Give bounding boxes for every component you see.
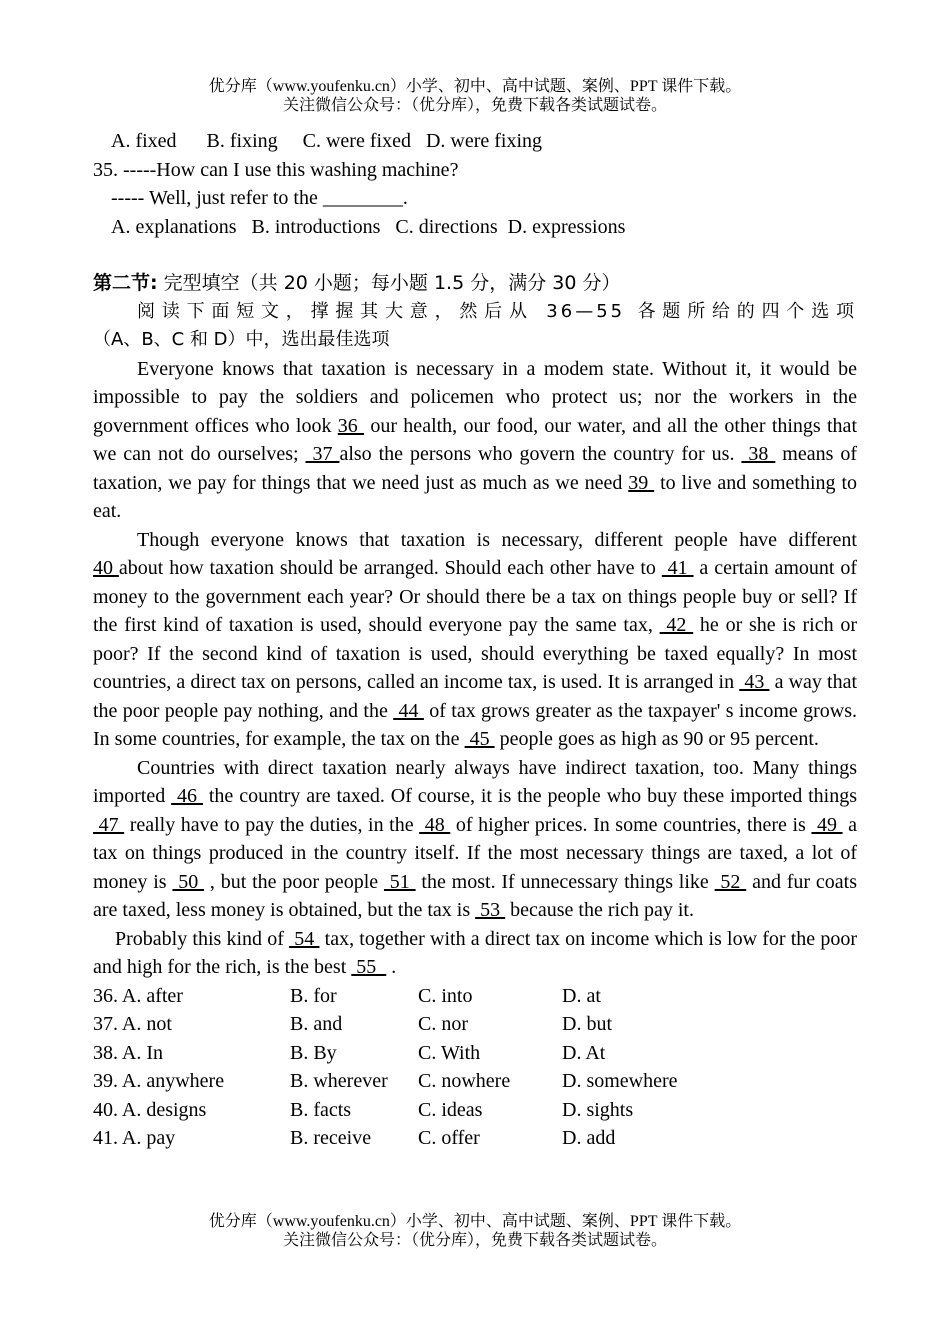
passage-text: also the persons who govern the country for us. xyxy=(339,443,742,465)
passage-text: Though everyone knows that taxation is necessary, different people have different xyxy=(137,528,857,551)
blank-number: 55 xyxy=(351,956,387,978)
blank-number: 36 xyxy=(337,414,365,437)
question-row xyxy=(93,1010,857,1039)
option-b: B. By xyxy=(290,1041,337,1064)
option-d: D. at xyxy=(562,984,601,1007)
passage-paragraph-4 xyxy=(93,925,857,982)
passage-paragraph-1 xyxy=(93,355,857,526)
passage-text: the most. If unnecessary things like xyxy=(415,870,715,893)
passage-text: he or she is rich or poor? If the second kind of taxation is used, should everything be taxed equally? In most countries, a direct tax on persons, called an income tax, is used. It is arranged in xyxy=(93,614,858,693)
option-b: B. facts xyxy=(290,1098,352,1121)
option-a: 41. A. pay xyxy=(93,1127,176,1149)
option-c: C. into xyxy=(418,984,473,1007)
question-row xyxy=(93,982,857,1011)
passage-text: the country are taxed. Of course, it is the people who buy these imported things xyxy=(202,785,858,807)
passage-text: . xyxy=(386,956,397,978)
passage-text: of higher prices. In some countries, there is xyxy=(450,813,812,836)
banner-line-1: 优分库（www.youfenku.cn）小学、初中、高中试题、案例、PPT 课件下载。 xyxy=(208,78,742,95)
passage-text: a tax on things produced in the country itself. If the most necessary things are taxed, a lot of money is xyxy=(93,813,857,893)
blank-number: 38 xyxy=(741,443,776,465)
footer-banner xyxy=(0,1212,950,1250)
blank-number: 53 xyxy=(475,899,506,921)
option-a: 39. A. anywhere xyxy=(93,1070,225,1092)
section-instruction-line2: （A、B、C 和 D）中，选出最佳选项 xyxy=(93,329,390,350)
option-d: D. but xyxy=(562,1013,612,1035)
section-instruction-line1: 阅读下面短文，撑握其大意，然后从 36—55 各题所给的四个选项 xyxy=(137,300,857,322)
blank-number: 45 xyxy=(464,728,495,750)
passage-text: means of taxation, we pay for things that we need just as much as we need xyxy=(93,443,858,494)
blank-number: 39 xyxy=(628,471,655,494)
banner-line-2: 关注微信公众号：（优分库），免费下载各类试题试卷。 xyxy=(282,1232,667,1249)
passage-text: tax, together with a direct tax on income which is low for the poor and high for the rich, is the best xyxy=(93,927,857,978)
passage-paragraph-3 xyxy=(93,754,857,925)
option-a: 38. A. In xyxy=(93,1041,163,1064)
q35-options: A. explanations B. introductions C. directions D. expressions xyxy=(111,215,626,238)
passage-text: of tax grows greater as the taxpayer' s income grows. In some countries, for example, the tax on the xyxy=(93,699,858,750)
option-d: D. somewhere xyxy=(562,1070,678,1092)
passage-text: really have to pay the duties, in the xyxy=(124,813,420,836)
banner-line-1: 优分库（www.youfenku.cn）小学、初中、高中试题、案例、PPT 课件下载。 xyxy=(208,1213,742,1230)
passage-text: about how taxation should be arranged. Should each other have to xyxy=(118,557,662,579)
option-d: D. At xyxy=(562,1041,606,1064)
blank-number: 48 xyxy=(419,813,451,836)
blank-number: 37 xyxy=(305,443,340,465)
blank-number: 54 xyxy=(289,927,320,950)
passage-text: , but the poor people xyxy=(204,870,384,893)
option-b: B. and xyxy=(290,1013,343,1035)
passage-text: our health, our food, our water, and all the other things that we can not do ourselves; xyxy=(93,414,857,465)
option-d: D. sights xyxy=(562,1098,634,1121)
q35-reply: ----- Well, just refer to the ________. xyxy=(111,187,408,209)
blank-number: 47 xyxy=(93,813,125,836)
option-b: B. for xyxy=(290,984,337,1007)
blank-number: 50 xyxy=(172,870,205,893)
passage-text: a way that the poor people pay nothing, and the xyxy=(93,671,858,722)
q35-question: 35. -----How can I use this washing machine? xyxy=(93,158,459,181)
option-c: C. With xyxy=(418,1041,481,1064)
question-row xyxy=(93,1124,857,1153)
blank-number: 43 xyxy=(739,671,770,693)
passage-text: Countries with direct taxation nearly always have indirect taxation, too. Many things imported xyxy=(93,756,857,807)
question-row xyxy=(93,1096,857,1125)
passage-text: a certain amount of money to the government each year? Or should there be a tax on things people buy or sell? If the first kind of taxation is used, should everyone pay the same tax, xyxy=(93,557,858,636)
blank-number: 40 xyxy=(93,557,119,579)
option-c: C. ideas xyxy=(418,1098,483,1121)
option-c: C. nor xyxy=(418,1013,468,1035)
blank-number: 49 xyxy=(811,813,843,836)
blank-number: 46 xyxy=(171,785,203,807)
blank-number: 41 xyxy=(661,557,694,579)
option-c: C. offer xyxy=(418,1127,480,1149)
option-c: C. nowhere xyxy=(418,1070,511,1092)
blank-number: 42 xyxy=(659,614,694,636)
section-title xyxy=(93,269,857,298)
section-title-label: 第二节: xyxy=(93,272,158,294)
banner-line-2: 关注微信公众号：（优分库），免费下载各类试题试卷。 xyxy=(282,97,667,114)
passage-text: Everyone knows that taxation is necessary in a modem state. Without it, it would be impossible to pay the soldiers and policemen who protect us; nor the workers in the government offices who look xyxy=(93,357,857,437)
answer-options xyxy=(93,982,857,1153)
passage-text: people goes as high as 90 or 95 percent. xyxy=(494,728,819,750)
passage-text: to live and something to eat. xyxy=(93,471,857,522)
q34-options: A. fixed B. fixing C. were fixed D. were fixing xyxy=(111,130,543,152)
option-b: B. receive xyxy=(290,1127,372,1149)
option-a: 37. A. not xyxy=(93,1013,172,1035)
question-row xyxy=(93,1067,857,1096)
passage-text: because the rich pay it. xyxy=(505,899,694,921)
option-a: 40. A. designs xyxy=(93,1098,207,1121)
option-a: 36. A. after xyxy=(93,984,183,1007)
blank-number: 51 xyxy=(383,870,416,893)
blank-number: 44 xyxy=(393,699,424,722)
header-banner xyxy=(0,77,950,115)
option-b: B. wherever xyxy=(290,1070,388,1092)
passage-text: Probably this kind of xyxy=(115,927,290,950)
option-d: D. add xyxy=(562,1127,616,1149)
passage-text: and fur coats are taxed, less money is obtained, but the tax is xyxy=(93,870,858,921)
section-title-text: 完型填空（共 20 小题；每小题 1.5 分，满分 30 分） xyxy=(157,272,621,294)
passage-paragraph-2 xyxy=(93,526,857,754)
question-row xyxy=(93,1039,857,1068)
document-body xyxy=(93,127,857,1153)
blank-number: 52 xyxy=(714,870,747,893)
